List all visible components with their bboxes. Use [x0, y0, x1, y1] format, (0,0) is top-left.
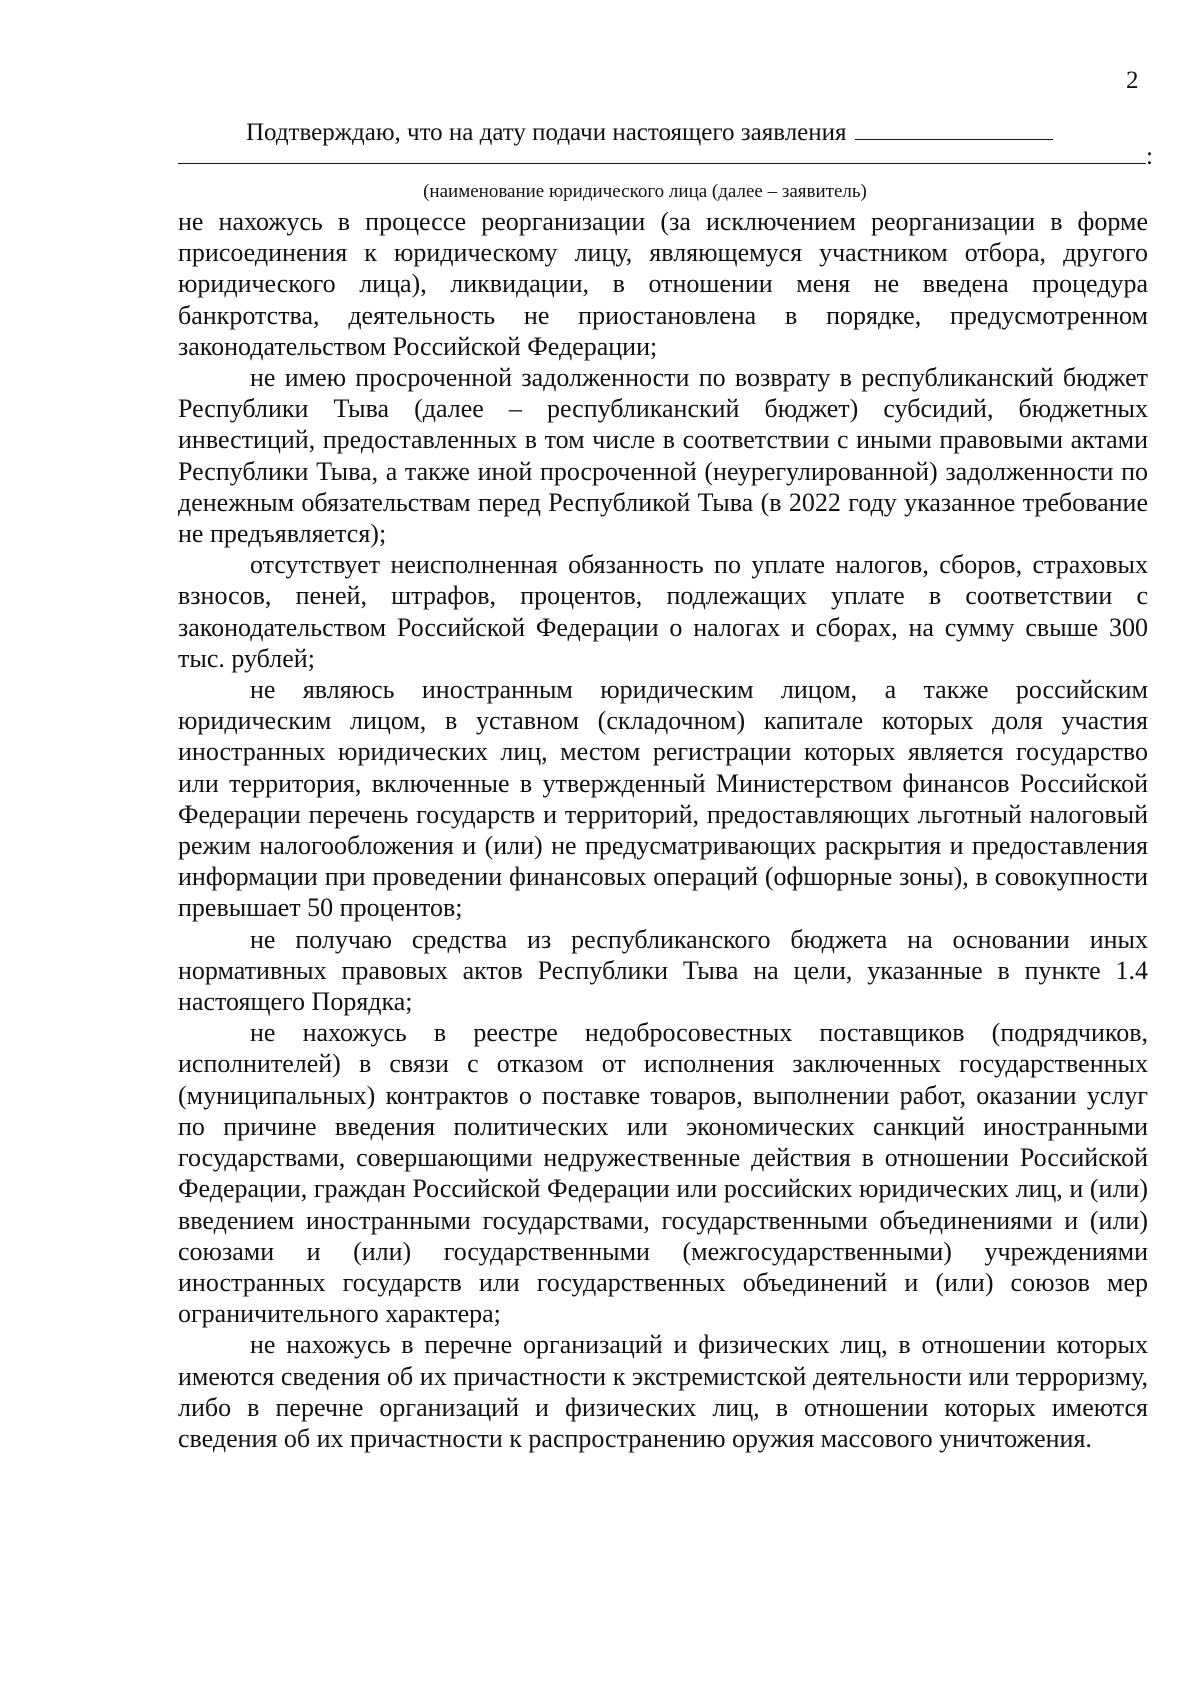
paragraph-tax-obligations: отсутствует неисполненная обязанность по уплате налогов, сборов, страховых взносов, пеней, штрафов, процентов, подлежащих уплате в соответствии с законодательством Российской Федерации о налогах и сборах, на сумму свыше 300 тыс. рублей; [178, 550, 1148, 673]
page-number: 2 [1126, 67, 1139, 94]
confirmation-line [246, 115, 1146, 149]
paragraph-budget-debt: не имею просроченной задолженности по возврату в республиканский бюджет Республики Тыва (далее – республиканский бюджет) субсидий, бюджетных инвестиций, предоставленных в том числе в соответствии с иными правовыми актами Республики Тыва, а также иной просроченной (неурегулированной) задолженности по денежным обязательствам перед Республикой Тыва (в 2022 году указанное требование не предъявляется); [178, 363, 1148, 549]
declaration-body [178, 206, 1148, 1454]
paragraph-foreign-entity: не являюсь иностранным юридическим лицом, а также российским юридическим лицом, в уставном (складочном) капитале которых доля участия иностранных юридических лиц, местом регистрации которых является государство или территория, включенные в утвержденный Министерством финансов Российской Федерации перечень государств и территорий, предоставляющих льготный налоговый режим налогообложения и (или) не предусматривающих раскрытия и предоставления информации при проведении финансовых операций (офшорные зоны), в совокупности превышает 50 процентов; [178, 675, 1148, 923]
paragraph-extremism-list: не нахожусь в перечне организаций и физических лиц, в отношении которых имеются сведения об их причастности к экстремистской деятельности или терроризму, либо в перечне организаций и физических лиц, в отношении которых имеются сведения об их причастности к распространению оружия массового уничтожения. [178, 1330, 1148, 1453]
date-blank-field [855, 115, 1053, 140]
paragraph-supplier-registry: не нахожусь в реестре недобросовестных поставщиков (подрядчиков, исполнителей) в связи с отказом от исполнения заключенных государственных (муниципальных) контрактов о поставке товаров, выполнении работ, оказании услуг по причине введения политических или экономических санкций иностранными государствами, совершающими недружественные действия в отношении Российской Федерации, граждан Российской Федерации или российских юридических лиц, и (или) введением иностранными государствами, государственными объединениями и (или) союзами и (или) государственными (межгосударственными) учреждениями иностранных государств или государственных объединений и (или) союзов мер ограничительного характера; [178, 1018, 1148, 1329]
name-field-caption: (наименование юридического лица (далее – заявитель) [423, 181, 867, 202]
paragraph-reorganization: не нахожусь в процессе реорганизации (за исключением реорганизации в форме присоединения к юридическому лицу, являющемуся участником отбора, другого юридического лица), ликвидации, в отношении меня не введена процедура банкротства, деятельность не приостановлена в порядке, предусмотренном законодательством Российской Федерации; [178, 207, 1148, 361]
name-line-colon: : [1146, 143, 1153, 170]
confirmation-intro-text: Подтверждаю, что на дату подачи настоящего заявления [246, 119, 847, 146]
paragraph-other-funding: не получаю средства из республиканского бюджета на основании иных нормативных правовых актов Республики Тыва на цели, указанные в пункте 1.4 настоящего Порядка; [178, 924, 1148, 1017]
applicant-name-blank-field [178, 163, 1146, 164]
